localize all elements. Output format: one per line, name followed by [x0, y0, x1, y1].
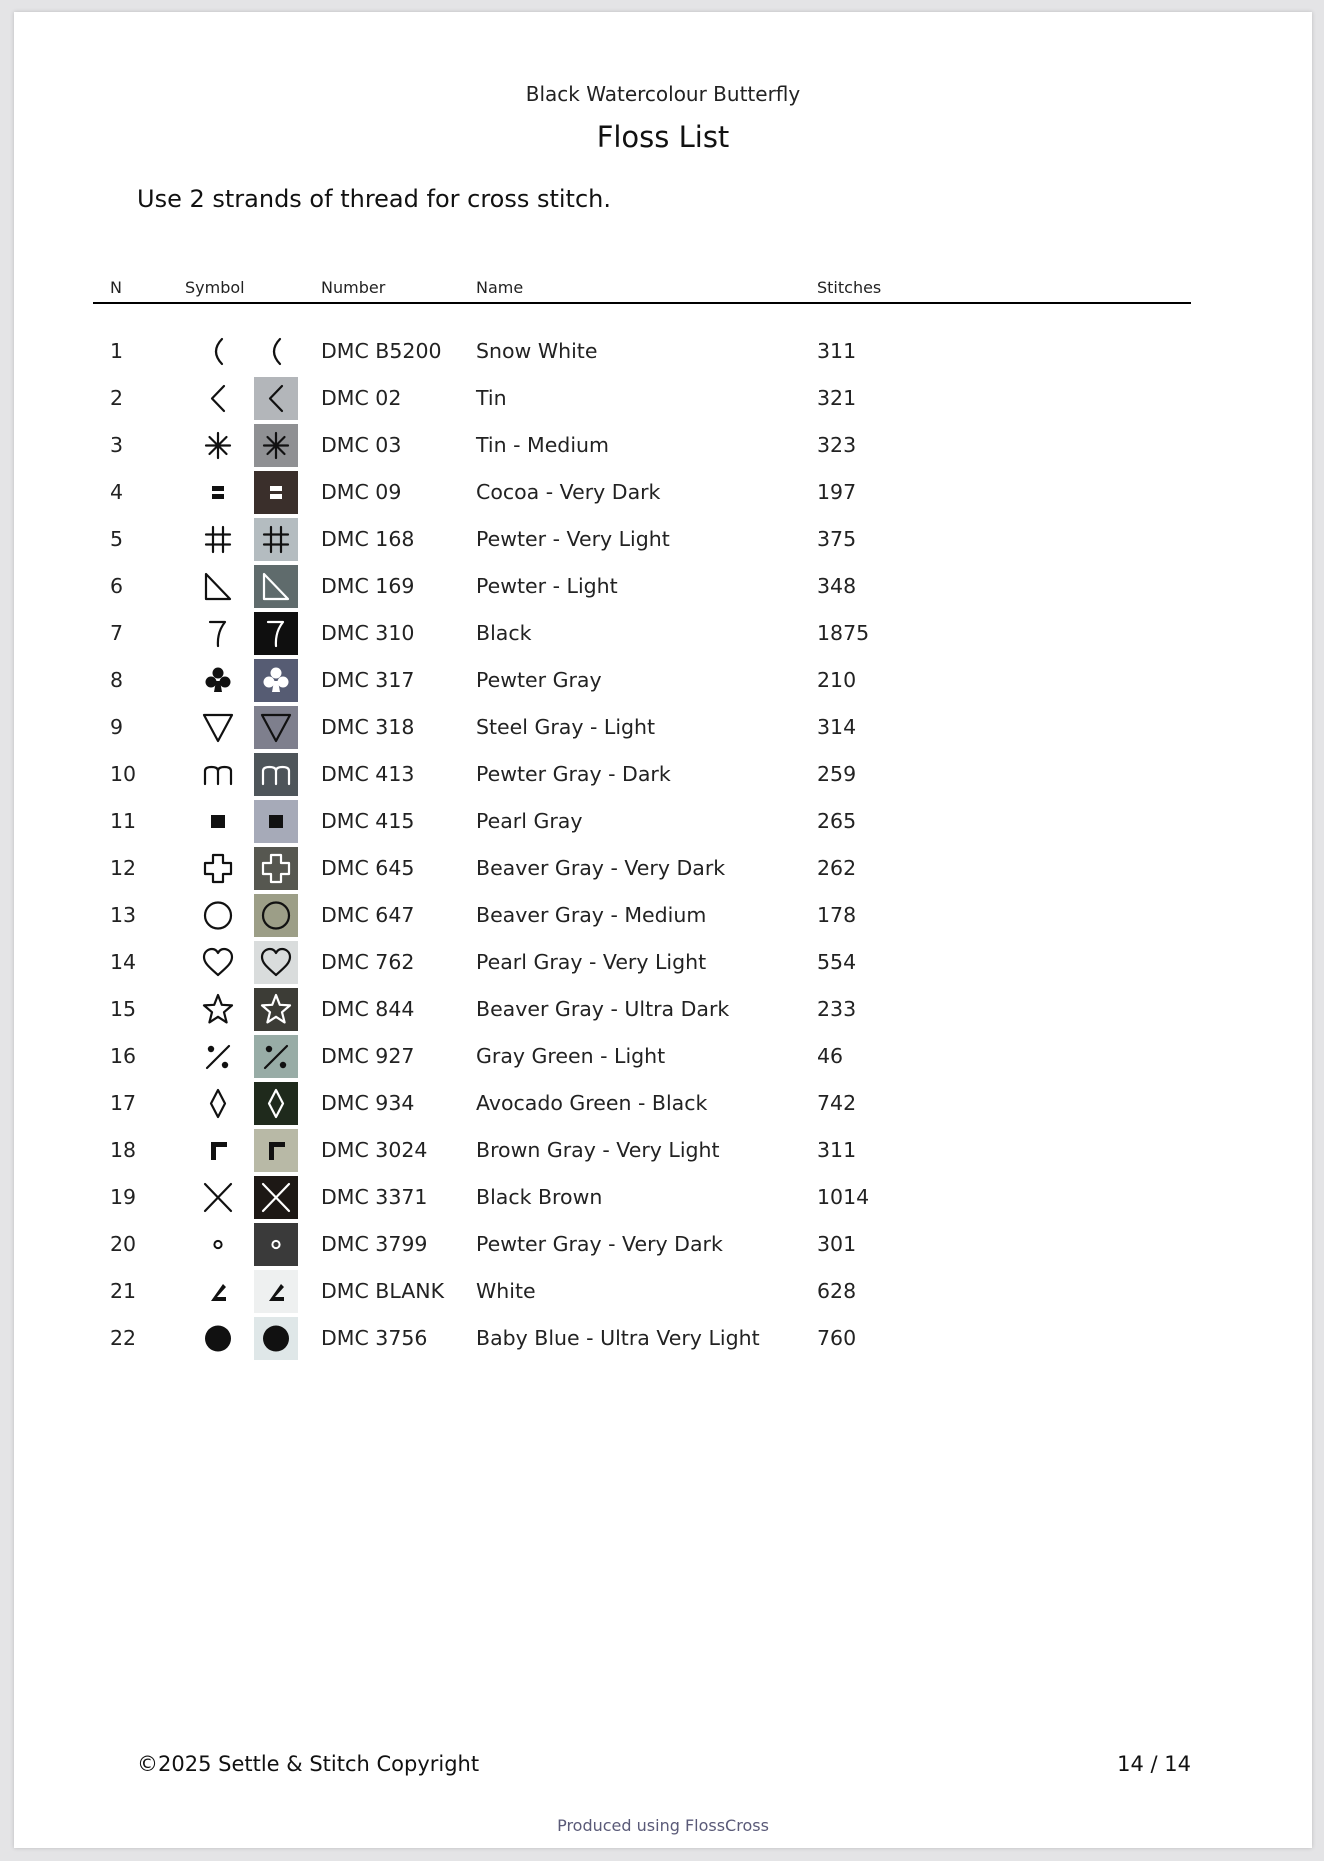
floss-name: Pearl Gray - Very Light	[476, 950, 707, 974]
floss-number: DMC B5200	[321, 339, 442, 363]
asterisk-icon	[196, 424, 240, 467]
floss-number: DMC 645	[321, 856, 415, 880]
stitch-count: 348	[817, 574, 857, 598]
row-index: 6	[110, 574, 124, 598]
stitch-count: 323	[817, 433, 857, 457]
floss-name: Baby Blue - Ultra Very Light	[476, 1326, 760, 1350]
row-index: 17	[110, 1091, 137, 1115]
row-index: 18	[110, 1138, 137, 1162]
floss-name: Black Brown	[476, 1185, 603, 1209]
color-swatch	[254, 1317, 298, 1360]
header-name: Name	[476, 278, 524, 297]
floss-name: Pearl Gray	[476, 809, 583, 833]
color-swatch	[254, 612, 298, 655]
header-symbol: Symbol	[185, 278, 245, 297]
down-triangle-icon	[196, 706, 240, 749]
stitch-count: 628	[817, 1279, 857, 1303]
color-swatch	[254, 847, 298, 890]
floss-number: DMC 3371	[321, 1185, 428, 1209]
row-index: 3	[110, 433, 124, 457]
document-page	[14, 12, 1312, 1848]
row-index: 14	[110, 950, 137, 974]
floss-name: Tin	[476, 386, 507, 410]
floss-name: Beaver Gray - Ultra Dark	[476, 997, 730, 1021]
floss-name: Beaver Gray - Very Dark	[476, 856, 726, 880]
floss-name: Pewter Gray - Dark	[476, 762, 671, 786]
stitch-count: 210	[817, 668, 857, 692]
row-index: 20	[110, 1232, 137, 1256]
floss-name: Steel Gray - Light	[476, 715, 656, 739]
color-swatch	[254, 565, 298, 608]
floss-number: DMC 3024	[321, 1138, 428, 1162]
floss-number: DMC 310	[321, 621, 415, 645]
table-row	[14, 516, 1312, 563]
table-row	[14, 1221, 1312, 1268]
color-swatch	[254, 706, 298, 749]
floss-number: DMC 762	[321, 950, 415, 974]
cross-outline-icon	[196, 847, 240, 890]
m-glyph-icon	[196, 753, 240, 796]
floss-number: DMC 318	[321, 715, 415, 739]
stitch-count: 1014	[817, 1185, 870, 1209]
hash-icon	[196, 518, 240, 561]
color-swatch	[254, 377, 298, 420]
stitch-count: 760	[817, 1326, 857, 1350]
row-index: 8	[110, 668, 124, 692]
percent-icon	[196, 1035, 240, 1078]
table-row	[14, 845, 1312, 892]
floss-name: Avocado Green - Black	[476, 1091, 708, 1115]
floss-name: Gray Green - Light	[476, 1044, 666, 1068]
copyright-text: ©2025 Settle & Stitch Copyright	[137, 1752, 480, 1776]
floss-number: DMC 844	[321, 997, 415, 1021]
row-index: 15	[110, 997, 137, 1021]
floss-name: Cocoa - Very Dark	[476, 480, 661, 504]
moon-icon	[196, 330, 240, 373]
color-swatch	[254, 471, 298, 514]
color-swatch	[254, 1270, 298, 1313]
row-index: 2	[110, 386, 124, 410]
table-row	[14, 1127, 1312, 1174]
floss-name: Snow White	[476, 339, 598, 363]
floss-name: White	[476, 1279, 536, 1303]
table-row	[14, 1033, 1312, 1080]
table-row	[14, 422, 1312, 469]
stitch-count: 262	[817, 856, 857, 880]
table-row	[14, 751, 1312, 798]
row-index: 5	[110, 527, 124, 551]
floss-name: Black	[476, 621, 532, 645]
stitch-count: 375	[817, 527, 857, 551]
floss-number: DMC 168	[321, 527, 415, 551]
table-row	[14, 798, 1312, 845]
floss-number: DMC 09	[321, 480, 402, 504]
stitch-count: 314	[817, 715, 857, 739]
stitch-count: 742	[817, 1091, 857, 1115]
stitch-count: 311	[817, 339, 857, 363]
color-swatch	[254, 330, 298, 373]
header-stitches: Stitches	[817, 278, 882, 297]
color-swatch	[254, 988, 298, 1031]
table-row	[14, 1268, 1312, 1315]
chevron-left-icon	[196, 377, 240, 420]
floss-number: DMC 169	[321, 574, 415, 598]
table-row	[14, 1315, 1312, 1362]
right-triangle-icon	[196, 565, 240, 608]
row-index: 1	[110, 339, 124, 363]
stitch-count: 265	[817, 809, 857, 833]
color-swatch	[254, 894, 298, 937]
stitch-count: 178	[817, 903, 857, 927]
diamond-outline-icon	[196, 1082, 240, 1125]
floss-number: DMC BLANK	[321, 1279, 445, 1303]
floss-name: Beaver Gray - Medium	[476, 903, 707, 927]
table-row	[14, 657, 1312, 704]
pattern-name: Black Watercolour Butterfly	[525, 82, 801, 106]
row-index: 10	[110, 762, 137, 786]
row-index: 22	[110, 1326, 137, 1350]
stitch-count: 259	[817, 762, 857, 786]
header-n: N	[110, 278, 122, 297]
table-row	[14, 1174, 1312, 1221]
table-row	[14, 986, 1312, 1033]
floss-number: DMC 3756	[321, 1326, 428, 1350]
table-row	[14, 939, 1312, 986]
color-swatch	[254, 1223, 298, 1266]
row-index: 9	[110, 715, 124, 739]
row-index: 4	[110, 480, 124, 504]
row-index: 21	[110, 1279, 137, 1303]
table-row	[14, 375, 1312, 422]
stitch-count: 554	[817, 950, 857, 974]
row-index: 12	[110, 856, 137, 880]
color-swatch	[254, 659, 298, 702]
angle-icon	[196, 1270, 240, 1313]
floss-number: DMC 413	[321, 762, 415, 786]
color-swatch	[254, 1035, 298, 1078]
color-swatch	[254, 1129, 298, 1172]
floss-name: Pewter - Very Light	[476, 527, 670, 551]
stitch-count: 46	[817, 1044, 844, 1068]
floss-number: DMC 647	[321, 903, 415, 927]
color-swatch	[254, 800, 298, 843]
table-row	[14, 892, 1312, 939]
stitch-count: 311	[817, 1138, 857, 1162]
x-icon	[196, 1176, 240, 1219]
floss-name: Brown Gray - Very Light	[476, 1138, 720, 1162]
table-row	[14, 469, 1312, 516]
seven-icon	[196, 612, 240, 655]
page-title: Floss List	[596, 120, 730, 154]
produced-by-text: Produced using FlossCross	[557, 1816, 769, 1835]
floss-name: Pewter - Light	[476, 574, 618, 598]
corner-bracket-icon	[196, 1129, 240, 1172]
stitch-count: 301	[817, 1232, 857, 1256]
floss-number: DMC 317	[321, 668, 415, 692]
floss-name: Pewter Gray - Very Dark	[476, 1232, 723, 1256]
header-divider	[93, 302, 1191, 304]
heart-outline-icon	[196, 941, 240, 984]
small-circle-icon	[196, 1223, 240, 1266]
floss-number: DMC 415	[321, 809, 415, 833]
color-swatch	[254, 1176, 298, 1219]
row-index: 16	[110, 1044, 137, 1068]
floss-name: Pewter Gray	[476, 668, 602, 692]
stitch-count: 233	[817, 997, 857, 1021]
row-index: 11	[110, 809, 137, 833]
color-swatch	[254, 518, 298, 561]
star-outline-icon	[196, 988, 240, 1031]
floss-name: Tin - Medium	[476, 433, 609, 457]
filled-circle-icon	[196, 1317, 240, 1360]
floss-number: DMC 02	[321, 386, 402, 410]
header-number: Number	[321, 278, 386, 297]
table-row	[14, 328, 1312, 375]
table-row	[14, 563, 1312, 610]
floss-number: DMC 03	[321, 433, 402, 457]
floss-number: DMC 927	[321, 1044, 415, 1068]
color-swatch	[254, 753, 298, 796]
row-index: 13	[110, 903, 137, 927]
stitch-count: 1875	[817, 621, 870, 645]
row-index: 7	[110, 621, 124, 645]
color-swatch	[254, 941, 298, 984]
table-row	[14, 704, 1312, 751]
page-number: 14 / 14	[1117, 1752, 1191, 1776]
table-row	[14, 1080, 1312, 1127]
club-icon	[196, 659, 240, 702]
equals-icon	[196, 471, 240, 514]
stitch-count: 197	[817, 480, 857, 504]
stitch-count: 321	[817, 386, 857, 410]
table-row	[14, 610, 1312, 657]
row-index: 19	[110, 1185, 137, 1209]
floss-number: DMC 934	[321, 1091, 415, 1115]
filled-square-icon	[196, 800, 240, 843]
instructions-text: Use 2 strands of thread for cross stitch.	[137, 185, 611, 213]
circle-outline-icon	[196, 894, 240, 937]
floss-number: DMC 3799	[321, 1232, 428, 1256]
color-swatch	[254, 424, 298, 467]
color-swatch	[254, 1082, 298, 1125]
